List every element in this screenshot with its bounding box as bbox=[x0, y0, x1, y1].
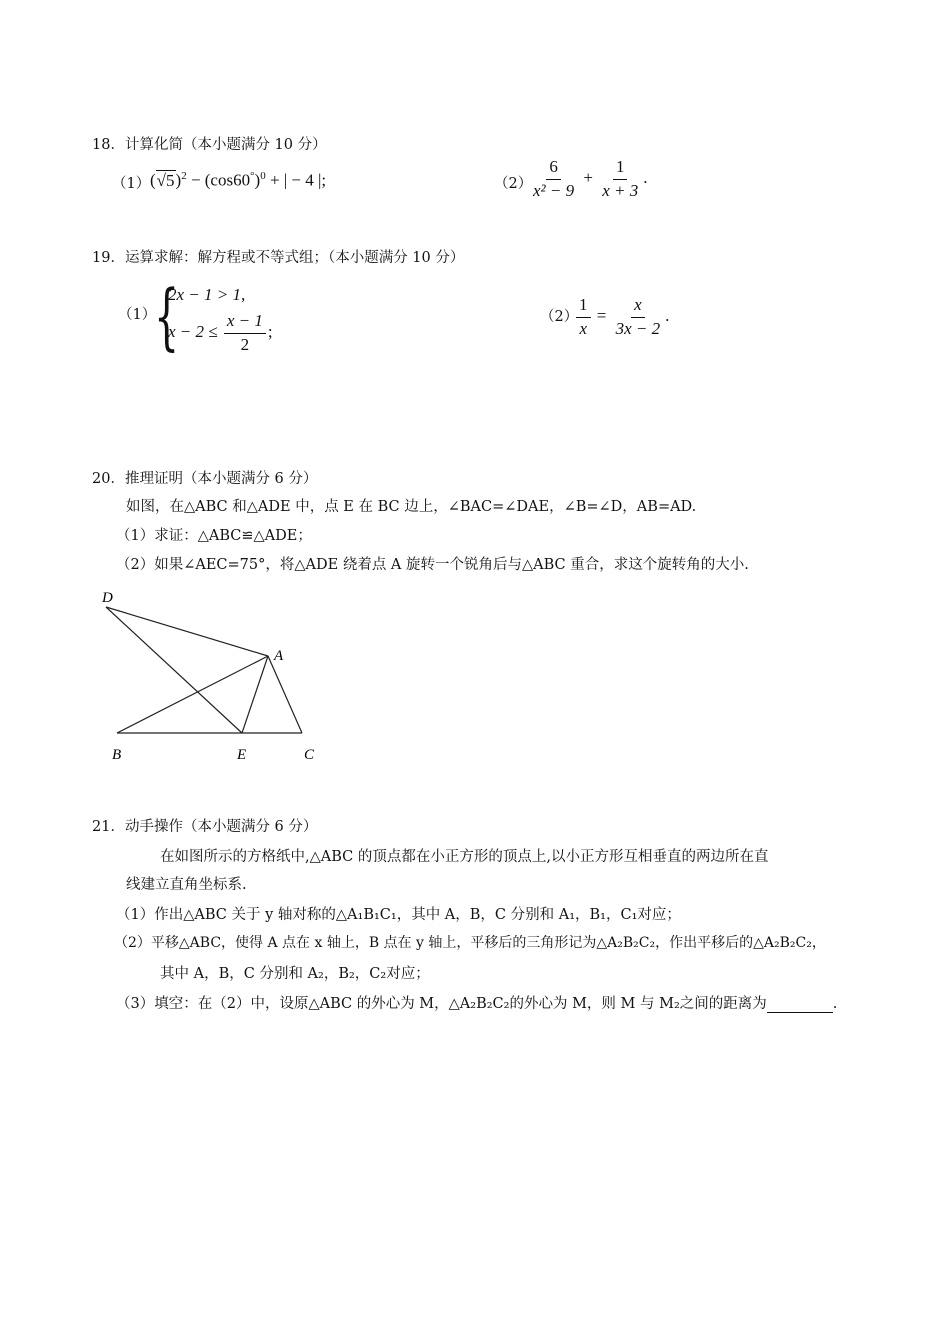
segment-DA bbox=[106, 607, 268, 656]
q18-part1-expression: $(√5)^2 - (\cos 60^\circ)^0$ + | − 4 |; bbox=[150, 170, 327, 190]
q21-part3: （3）填空：在（2）中，设原△ABC 的外心为 M，△A₂B₂C₂的外心为 M，则 M 与 M₂之间的距离为 . bbox=[116, 996, 838, 1012]
q21-part2-line1: （2）平移△ABC，使得 A 点在 x 轴上，B 点在 y 轴上，平移后的三角形记为△A₂B₂C₂，作出平移后的△A₂B₂C₂， bbox=[114, 935, 826, 951]
q19-title: 19．运算求解：解方程或不等式组；（本小题满分 10 分） bbox=[92, 250, 465, 266]
label-B: B bbox=[112, 747, 122, 763]
q21-intro-line1: 在如图所示的方格纸中,△ABC 的顶点都在小正方形的顶点上,以小正方形互相垂直的两边所在直 bbox=[160, 849, 769, 865]
q20-intro: 如图，在△ABC 和△ADE 中，点 E 在 BC 边上，∠BAC=∠DAE，∠B=∠D，AB=AD. bbox=[126, 499, 697, 515]
label-A: A bbox=[274, 648, 284, 664]
label-E: E bbox=[237, 747, 247, 763]
q18-part1-label: （1） bbox=[112, 176, 151, 192]
q19-right-fraction: $\frac{x}{3x - 2}$ bbox=[615, 295, 661, 338]
label-D: D bbox=[102, 590, 113, 606]
q21-part1: （1）作出△ABC 关于 y 轴对称的△A₁B₁C₁，其中 A，B，C 分别和 A₁，B₁，C₁对应； bbox=[116, 907, 681, 923]
q20-part1: （1）求证：△ABC≌△ADE； bbox=[116, 528, 312, 544]
q18-fraction-2: $\frac{1}{x + 3}$ bbox=[602, 157, 639, 200]
q21-intro-line2: 线建立直角坐标系. bbox=[126, 877, 247, 893]
q20-part2: （2）如果∠AEC=75°，将△ADE 绕着点 A 旋转一个锐角后与△ABC 重合，求这个旋转角的大小. bbox=[116, 557, 749, 573]
q21-title: 21．动手操作（本小题满分 6 分） bbox=[92, 819, 318, 835]
q19-left-fraction: $\frac{1}{x}$ bbox=[576, 296, 591, 338]
q20-figure bbox=[90, 585, 330, 770]
q19-part2-equation: $\frac{1}{x}$ = $\frac{x}{3x - 2}$ . bbox=[574, 296, 669, 338]
q20-title: 20．推理证明（本小题满分 6 分） bbox=[92, 471, 318, 487]
q18-part2-expression: $\frac{6}{\text{x² − 9}}$ + $\frac{1}{x + 3}$ . bbox=[528, 158, 648, 200]
q19-system-line2: x − 2 ≤ $\frac{x - 1}{2}$ ; bbox=[168, 311, 273, 354]
segment-DE bbox=[106, 607, 242, 733]
q19-part1-label: （1） bbox=[118, 307, 157, 323]
q21-part2-line2: 其中 A，B，C 分别和 A₂，B₂，C₂对应； bbox=[160, 966, 430, 982]
q19-system-line1: 2x − 1 > 1, bbox=[168, 285, 246, 304]
q19-system-brace: { bbox=[154, 274, 180, 358]
q19-part2-label: （2） bbox=[540, 309, 579, 325]
label-C: C bbox=[304, 747, 315, 763]
segment-AC bbox=[268, 656, 302, 733]
q18-part2-label: （2） bbox=[494, 176, 533, 192]
q18-title: 18．计算化简（本小题满分 10 分） bbox=[92, 137, 327, 153]
q19-system-fraction: $\frac{x - 1}{2}$ bbox=[224, 312, 266, 354]
answer-blank[interactable] bbox=[767, 998, 833, 1013]
q18-fraction-1: $\frac{6}{\text{x² − 9}}$ bbox=[533, 157, 575, 200]
